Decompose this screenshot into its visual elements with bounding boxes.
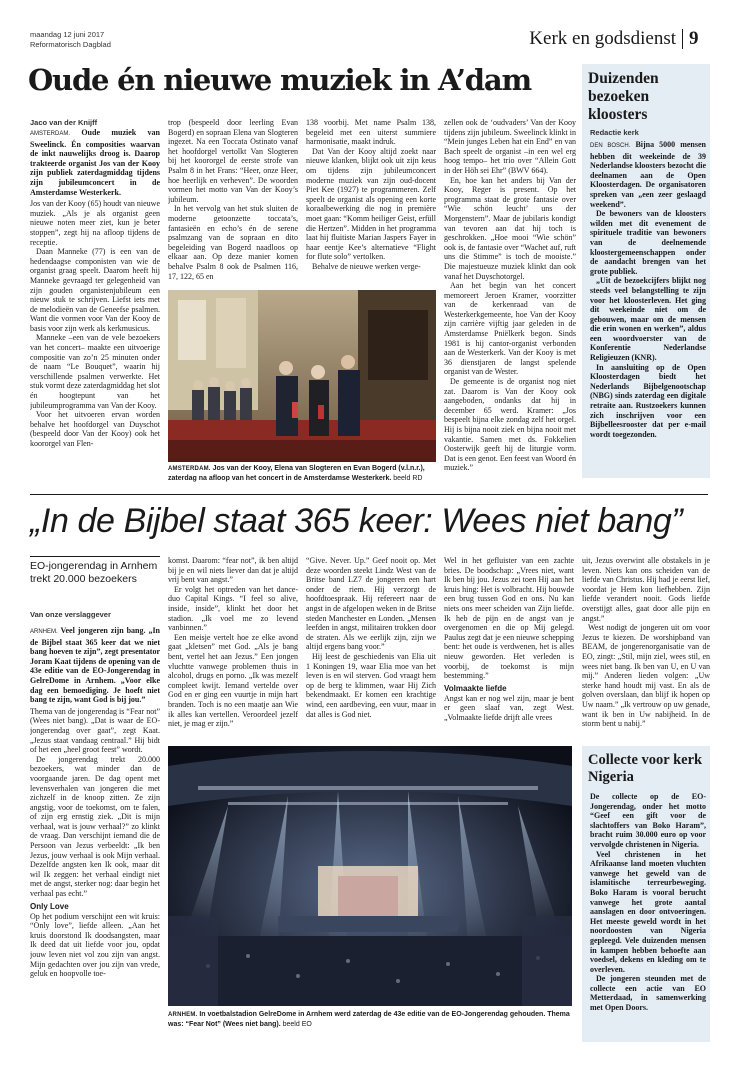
paragraph: Er volgt het optreden van het dance-duo Capital Kings. “I feel so alive, inside, inside”, klinkt het door het stadion. „Ik voel me zo levend vanbinnen.” [168,584,298,633]
stadium-event-photo [168,746,572,1006]
sidebar-body [590,792,706,1038]
paragraph: Aan het begin van het concert memoreert Jeroen Kramer, voorzitter van de kerkenraad van de Westerkerkgemeente, hoe Van der Kooy zijn carrière vijftig jaar geleden in de Amsterdamse Pniëlkerk begon. Sinds 1981 is hij cantor-organist verbonden aan de Westerkerk. Van der Kooy is met 36 dienstjaren de langst spelende organist van de Wester. [444,281,576,377]
article-column-3 [306,118,436,286]
subheading: Volmaakte liefde [444,683,507,693]
paragraph: Daan Manneke (77) is een van de hedendaagse componisten van wie de organist graag speelt. Daarom heeft hij Manneke gevraagd ter gelegenheid van zijn gouden organistenjubileum een nieuw stuk te schrijven. Liefst iets met de melodieën van de Geneefse psalmen. Want die vormen voor Van der Kooy de basis voor zijn werk als kerkmusicus. [30,247,160,333]
caption-place: ARNHEM. [168,1012,198,1018]
article-column-4 [444,118,576,480]
church-concert-photo [168,290,436,462]
photo-caption [168,464,440,483]
issue-date: maandag 12 juni 2017 [30,30,105,39]
paragraph: “Give. Never. Up.” Geef nooit op. Met deze woorden steekt Lindz West van de Britse band LZ7 de jongeren een hart onder de riem. Hij verzorgt de hoofdtoespraak. Hij refereert naar de angst in de afgelopen weken in de Britse steden Manchester en Londen. „Mensen leefden in angst, militairen trokken door de straten. Als we eerlijk zijn, zijn we altijd ergens bang voor.” [306,556,436,652]
paragraph: 138 voorbij. Met name Psalm 138, begeleid met een uiterst summiere harmonisatie, maakt indruk. [306,118,436,147]
paragraph: Manneke –een van de vele bezoekers van het concert– maakte een uitvoerige compositie van zo’n 25 minuten onder de naam “Le Bouquet”, waarin hij verschillende psalmen verwerkte. Het stuk vormt deze zaterdagmiddag het slot én hoogtepunt van het jubileumprogramma van Van der Kooy. [30,333,160,410]
dateline: ARNHEM. [30,629,58,635]
sidebar-byline: Redactie kerk [590,128,639,137]
paragraph: zellen ook de ‘oudvaders’ Van der Kooy tijdens zijn jubileum. Sweelinck klinkt in “Mein junges Leben hat ein End” en van Bach speelt de organist –in een wel erg hoog tempo– het trio over “Allein Gott in der Höh sei Ehr” (BWV 664). [444,118,576,175]
paragraph: Jos van der Kooy (65) houdt van nieuwe muziek. „Als je als organist geen nieuwe noten meer ziet, kun je beter stoppen”, zegt hij na afloop tijdens de receptie. [30,199,160,247]
photo-caption [168,1010,572,1029]
paragraph: En, hoe kan het anders bij Van der Kooy, Reger is present. Op het programma staat de grote fantasie over “Wie schön leucht’ uns der Morgenstern”. Maar de jubilaris kondigt van tevoren aan dat hij toch is geschrokken. „Hoe mooi “Wie schön” ook is, de fantasie over “Wachet auf, ruft uns die Stimme” is toch de mooiste.” Die majestueuze muziek klinkt dan ook vanaf het Duyschotorgel. [444,175,576,281]
paragraph: trop (bespeeld door leerling Evan Bogerd) en sopraan Elena van Slogteren ingezet. Na een Toccata Ostinato vanaf het hoofdorgel vertolkt Van Slogteren bij het koororgel de eerste strofe van Psalm 8 in het Frans: “Heer, onze Heer, hoe heerlijk en verheven”. De woorden vormen het motto van Van der Kooy’s jubileum. [168,118,298,204]
sidebar-headline: Collecte voor kerk Nigeria [588,752,703,785]
paragraph: De bewoners van de kloosters wilden met dit evenement de spirituele traditie van bewoners van de deelnemende kloostergemeenschappen onder de aandacht brengen van het grote publiek. [590,209,706,276]
article-lead: Veel jongeren zijn bang. „In de Bijbel staat 365 keer dat we niet bang hoeven te zijn”, zegt presentator Joram Kaat tijdens de opening van de 43e editie van de EO-Jongerendag in GelreDome in Arnhem. „Voor elke dag een bemoediging. Je hoeft niet bang te zijn, want God is bij jou.” [30,626,160,705]
paragraph: Op het podium verschijnt een wit kruis: “Only love”, liefde alleen. „Aan het kruis doorstond Ik doodsangsten, maar Ik deed dat uit liefde voor jou, opdat jouw leven niet vol zou zijn van angst. Mijn gedachten over jou zijn van vrede, geluk en hoopvolle toe- [30,911,160,979]
paragraph: Een meisje vertelt hoe ze elke avond gaat „kletsen” met God. „Als je bang bent, vertel het aan Jezus.” Een jongen vluchtte vanwege problemen thuis in alcohol, drugs en porno. „Ik was mezelf compleet kwijt. Iemand vertelde over God en er ging een vuurtje in mijn hart branden. Toch is no een maatje aan Wie ik alles kan vertellen. Veroordeel jezelf niet, je mag er zijn.” [168,632,298,729]
header-divider [682,29,683,49]
article-column-5 [582,556,710,738]
paragraph: Hij leest de geschiedenis van Elia uit 1 Koningen 19, waar Elia moe van het leven is en wil sterven. God vraagt hem op de berg te klimmen, waar Hij Zich bekendmaakt. Er komen een krachtige wind, een aardbeving, een vuur, maar in dat alles is God niet. [306,651,436,719]
paragraph: West nodigt de jongeren uit om voor Jezus te kiezen. De worshipband van BEAM, de jongerenorganisatie van de EO, zingt: „Stil, mijn ziel, wees stil, en wees niet bang. Ik ben van U, en U van mij.” Anderen lieden volgen: „Uw sterke hand houdt mij vast. En als de golven overslaan, dan blijf ik hopen op Uw naam.” „Ik vertrouw op uw genade, want ik ben in Uw nabijheid. In de storm bent u nabij.” [582,623,710,729]
paragraph: Dat Van der Kooy altijd zoekt naar nieuwe klanken, blijkt ook uit zijn keus om tijdens zijn jubileumconcert moderne muziek van zijn oud-docent Piet Kee (1927) te programmeren. Zelf speelt de organist als opening een korte koraalbewerking die nog in première moet gaan: “Komm heiliger Geist, erfüll die Hertzen”. Midden in het programma laat hij fluitiste Marian Jaspers Fayer in haar eentje Kee’s alternatieve “Flight for flute solo” vertolken. [306,146,436,262]
article-column-1 [30,128,160,478]
paragraph: uit, Jezus overwint alle obstakels in je leven. Niets kan ons scheiden van de liefde van Christus. Hij had je eerst lief, voordat je Hem kon liefhebben. Zijn liefde verandert nooit. Gods liefde overstijgt alles, gaat door alle pijn en angst.” [582,556,710,623]
caption-text: In voetbalstadion GelreDome in Arnhem werd zaterdag de 43e editie van de EO-Jongerendag gehouden. Thema was: “Fear Not” (Wees niet bang). [168,1011,570,1028]
photo-credit: beeld RD [393,475,423,482]
paragraph: In aansluiting op de Open Kloosterdagen biedt het Nederlands Bijbelgenootschap (NBG) sinds zaterdag een digitale retraite aan. Rustzoekers kunnen zich inschrijven voor een Bijbelleesrooster dat per e-mail wordt toegezonden. [590,362,706,439]
paragraph: De collecte op de EO-Jongerendag, onder het motto “Geef een gift voor de slachtoffers van Boko Haram”, bracht ruim 30.000 euro op voor vervolgde christenen in Nigeria. [590,792,706,849]
article-column-1 [30,626,160,1046]
article-lead: Oude muziek van Sweelinck. Én composities waarvan de inkt nauwelijks droog is. Daarop trakteerde organist Jos van der Kooy zijn publiek zaterdagmiddag tijdens zijn jubileumconcert in de Amsterdamse Westerkerk. [30,128,160,197]
paragraph: Angst kan er nog wel zijn, maar je bent er geen slaaf van, zegt West. „Volmaakte liefde drijft alle vrees [444,693,574,722]
paragraph: De gemeente is de organist nog niet zat. Daarom is Van der Kooy ook aangeboden, ondanks dat hij in december 65 werd. Kramer: „Jos bespeelt bijna elke zondag zelf het orgel. Hij is bijna nooit ziek en bijna nooit met vakantie. Samen met ds. Fokkelien Oosterwijk geeft hij de liturgie vorm. Dat is een genot. Een feest van Woord én muziek.” [444,377,576,473]
article-byline: Van onze verslaggever [30,610,111,619]
paragraph: Behalve de nieuwe werken verge- [312,261,421,271]
article-column-4 [444,556,574,736]
article-column-2 [168,118,298,286]
paragraph: Veel christenen in het Afrikaanse land moeten vluchten vanwege het geweld van de islamitische terreurbeweging. Boko Haram is vooral berucht vanwege het grote aantal aanslagen en door ontvoeringen. Het meeste geweld wordt in het noordoosten van Nigeria gepleegd. Vele duizenden mensen in kampen hebben behoefte aan voedsel, dekens en kleding om te overleven. [590,849,706,974]
newspaper-name: Reformatorisch Dagblad [30,40,111,49]
section-title: Kerk en godsdienst [529,28,676,49]
section-divider [30,494,708,495]
dateline: DEN BOSCH. [590,143,631,149]
kicker-rule [30,556,160,557]
caption-place: AMSTERDAM. [168,466,211,472]
page-number: 9 [689,28,699,49]
article-column-2 [168,556,298,736]
dateline: AMSTERDAM. [30,131,71,137]
sidebar-headline: Duizenden bezoeken kloosters [588,70,659,123]
sidebar-lead: Bijna 5000 mensen hebben dit weekeinde de 39 Nederlandse kloosters bezocht die deelnamen aan de Open Kloosterdagen. De organisatoren spreken van „een zeer geslaagd weekend”. [590,140,706,209]
article-kicker: EO-jongerendag in Arnhem trekt 20.000 bezoekers [30,560,158,585]
article-headline: „In de Bijbel staat 365 keer: Wees niet bang” [30,502,683,540]
photo-credit: beeld EO [282,1021,312,1028]
article-column-3 [306,556,436,736]
paragraph: De jongeren steunden met de collecte een actie van EO Metterdaad, in samenwerking met Open Doors. [590,974,706,1013]
paragraph: In het vervolg van het stuk sluiten de moderne getoonzette toccata’s, fantasieën en echo’s én de serene psalmzang van de sopraan en dito begeleiding van Bogerd naadloos op elkaar aan. Op deze manier komen behalve Psalm 8 ook de Psalmen 116, 17, 122, 65 en [168,204,298,281]
paragraph: Thema van de jongerendag is “Fear not” (Wees niet bang). „Dat is waar de EO-jongerendag over gaat”, zegt Kaat. „Jezus staat vandaag centraal.” Hij bidt of het een „heel groot feest” wordt. [30,706,160,755]
subheading: Only Love [30,901,69,911]
paragraph: „Uit de bezoekcijfers blijkt nog steeds veel belangstelling te zijn voor het kloosterleven. Het ging dit weekeinde niet om de gebouwen, maar om de mensen die erin wonen en werken”, aldus een woordvoerster van de Konferentie Nederlandse Religieuzen (KNR). [590,276,706,363]
caption-text: Jos van der Kooy, Elena van Slogteren en Evan Bogerd (v.l.n.r.), zaterdag na afloop van het concert in de Amsterdamse Westerkerk. [168,465,425,482]
paragraph: De jongerendag trekt 20.000 bezoekers, wat minder dan de voorgaande jaren. De dag opent met levensverhalen van jongeren die met zichzelf in de knoop zitten. Ze zijn angstig, voor de toekomst, om te falen, of zijn erg ernstig ziek. „Dit is mijn verhaal, wat is jouw verhaal?” zo klinkt de vraag. Dan verschijnt iemand die de Persoon van Jezus verbeeldt: „Ik ben Jezus, jouw verhaal is ook Mijn verhaal. Dezelfde angsten ken Ik ook, maar dit wil Ik zeggen: het verhaal eindigt niet met de angst, sterker nog: daar begin het verhaal pas echt.” [30,754,160,899]
paragraph: Wel in het gefluister van een zachte bries. De boodschap: „Vrees niet, want Ik ben bij jou. Jezus zei toen Hij aan het kruis hing: Het is volbracht. Hij bouwde een brug tussen God en ons. Nu kan niets ons meer scheiden van Zijn liefde. Ik heb de pijn en de angst van je overgenomen en die op Mij gelegd. Paulus zegt dat je een nieuwe schepping bent: het oude is verdwenen, het is alles nieuw geworden. Het verleden is voorbij, de toekomst is mijn bestemming.” [444,556,574,681]
paragraph: komst. Daarom: “fear not”, ik ben altijd bij je en wil niets liever dan dat je altijd vrij bent van angst.” [168,556,298,585]
article-byline: Jaco van der Knijff [30,118,98,127]
article-headline: Oude én nieuwe muziek in A’dam [28,63,531,97]
sidebar-body [590,140,706,476]
paragraph: Voor het uitvoeren ervan worden behalve het hoofdorgel van Duyschot (bespeeld door Van der Kooy) ook het koororgel van Flen- [30,410,160,448]
